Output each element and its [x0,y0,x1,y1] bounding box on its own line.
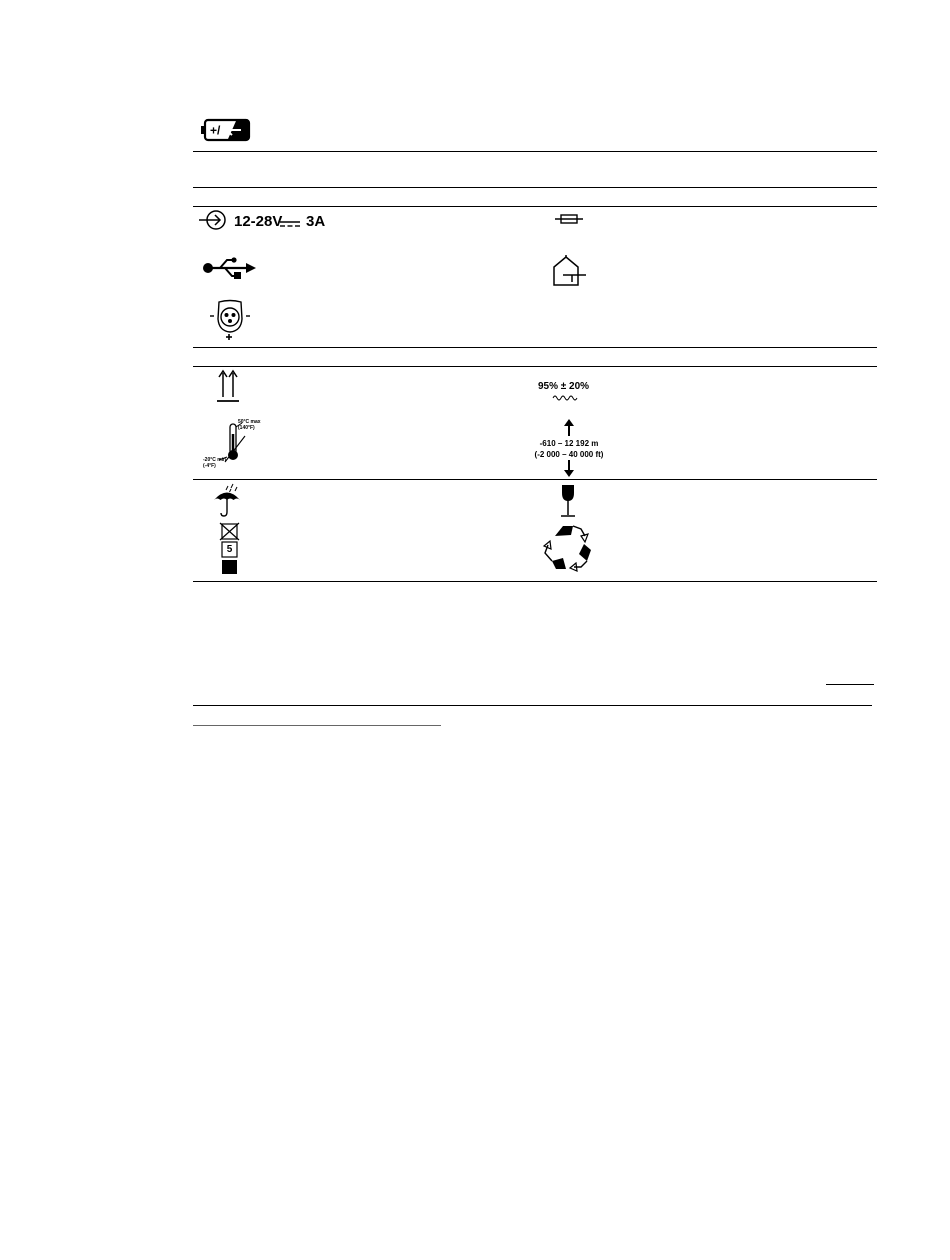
dc-symbol-icon [280,220,300,228]
humidity-icon [553,394,579,400]
fragile-icon [558,484,578,518]
divider [193,151,877,152]
divider [193,705,872,706]
divider [193,206,877,207]
altitude-meters: -610 – 12 192 m [539,439,599,448]
this-way-up-icon [217,369,241,403]
indoor-use-icon [552,255,588,287]
usb-icon [203,257,257,283]
temp-max: 50°C max [238,419,261,425]
divider [193,581,877,582]
divider [193,366,877,367]
altitude-down-arrow-icon [563,460,575,478]
fuse-icon [555,214,583,224]
altitude-feet: (-2 000 – 40 000 ft) [534,450,604,459]
battery-charge-icon [201,117,251,143]
divider [193,725,441,726]
input-voltage: 12-28V [234,213,283,230]
temp-min: -20°C min [203,457,227,463]
battery-symbol-text: +/ [210,123,221,138]
divider [826,684,874,685]
humidity-range: 95% ± 20% [538,381,590,392]
altitude-up-arrow-icon [563,419,575,437]
stacking-limit-number: 5 [226,544,233,555]
recycle-icon [541,523,595,573]
dc-input-icon [199,209,229,231]
input-current: 3A [306,213,326,230]
divider [193,187,877,188]
ev-connector-icon [209,299,251,343]
keep-dry-icon [213,484,243,518]
divider [193,479,877,480]
temp-max-f: (140°F) [238,425,255,431]
divider [193,347,877,348]
temp-min-f: (-4°F) [203,463,216,469]
